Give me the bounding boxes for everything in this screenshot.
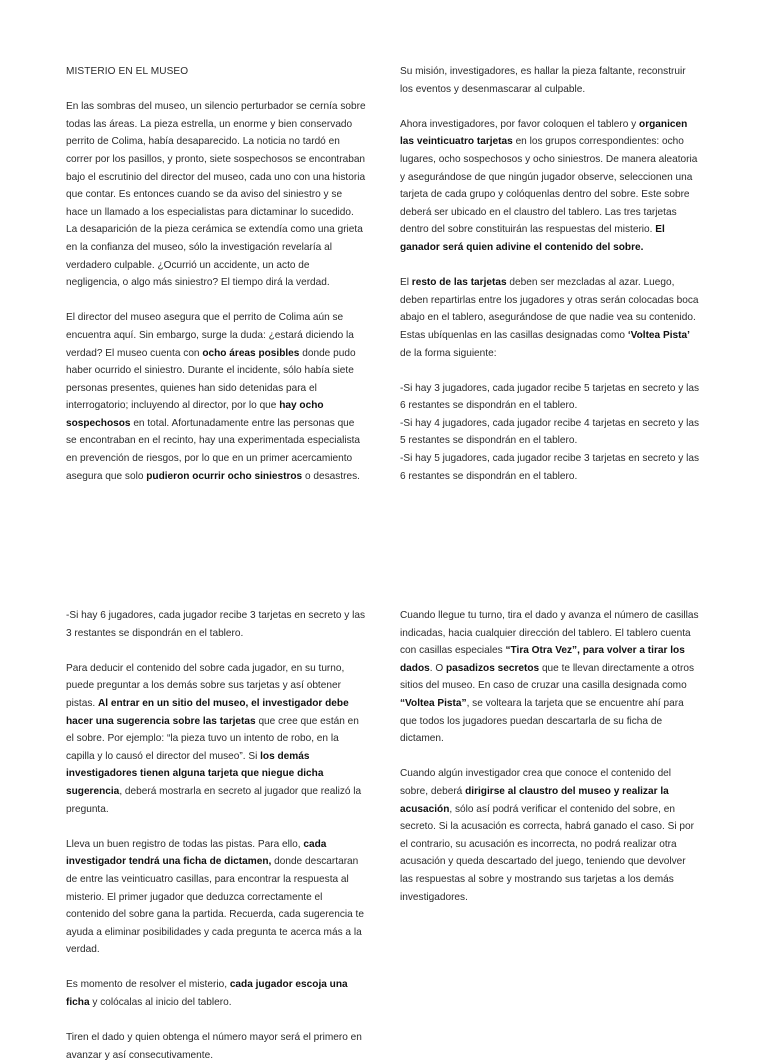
- text-run: Tiren el dado y quien obtenga el número mayor será el primero en avanzar y así consecutivamente.: [66, 1032, 362, 1061]
- paragraph: [66, 660, 366, 818]
- paragraph: [66, 309, 366, 485]
- text-run: Lleva un buen registro de todas las pistas. Para ello,: [66, 838, 304, 850]
- column-body: [66, 98, 366, 485]
- text-run: en los grupos correspondientes: ocho lugares, ocho sospechosos y ocho siniestros. De manera aleatoria y asegurándose de que ningún jugador observe, seleccionen una tarjeta de cada grupo y colóquenlas dentro del sobre. Este sobre deberá ser ubicado en el claustro del tablero. Las tres tarjetas dentro del sobre constituirán las respuestas del misterio.: [400, 136, 698, 236]
- text-run: Para deducir el contenido del sobre cada jugador, en su turno, puede preguntar a los demás sobre sus tarjetas y así obtener pistas.: [66, 662, 345, 709]
- text-run: El director del museo asegura que el perrito de Colima aún se encuentra aquí. Sin embargo, surge la duda: ¿estará diciendo la verdad? El museo cuenta con: [66, 312, 354, 359]
- bold-text: El ganador será quien adivine el contenido del sobre.: [400, 224, 665, 253]
- bold-text: “Voltea Pista”: [400, 697, 467, 709]
- column-body: [400, 63, 700, 485]
- text-run: . O: [429, 662, 446, 674]
- bold-text: los demás investigadores tienen alguna tarjeta que niegue dicha sugerencia: [66, 750, 324, 797]
- text-run: -Si hay 4 jugadores, cada jugador recibe 4 tarjetas en secreto y las 5 restantes se dispondrán en el tablero.: [400, 417, 700, 447]
- text-run: y colócalas al inicio del tablero.: [89, 997, 232, 1009]
- text-run: donde pudo haber ocurrido el siniestro. Durante el incidente, sólo había siete personas presentes, quienes han sido detenidas para el interrogatorio; incluyendo al director, por lo que: [66, 347, 356, 412]
- paragraph: [400, 116, 700, 257]
- bold-text: ‘Voltea Pista’: [627, 329, 690, 341]
- paragraph: [400, 274, 700, 362]
- text-run: donde descartaran de entre las veinticuatro casillas, para encontrar la respuesta al misterio. El primer jugador que deduzca correctamente el contenido del sobre gana la partida. Recuerda, cada sugerencia te ayuda a eliminar posibilidades y cada pregunta te acerca más a la verdad.: [66, 856, 364, 956]
- document-column-2: [400, 63, 700, 485]
- paragraph: [66, 607, 366, 642]
- text-run: de la forma siguiente:: [400, 347, 497, 359]
- document-column-1: [66, 63, 366, 485]
- paragraph: [66, 98, 366, 292]
- bold-text: ocho áreas posibles: [202, 347, 300, 359]
- text-run: Cuando llegue tu turno, tira el dado y avanza el número de casillas indicadas, hacia cualquier dirección del tablero. El tablero cuenta con casillas especiales: [400, 610, 699, 657]
- text-run: -Si hay 3 jugadores, cada jugador recibe 5 tarjetas en secreto y las 6 restantes se dispondrán en el tablero.: [400, 382, 700, 412]
- bold-text: “Tira Otra Vez”, para volver a tirar los dados: [400, 645, 685, 674]
- bold-text: pasadizos secretos: [446, 662, 540, 674]
- bold-text: dirigirse al claustro del museo y realizar la acusación: [400, 785, 669, 815]
- text-run: -Si hay 5 jugadores, cada jugador recibe 3 tarjetas en secreto y las 6 restantes se dispondrán en el tablero.: [400, 453, 700, 482]
- text-run: En las sombras del museo, un silencio perturbador se cernía sobre todas las áreas. La pieza estrella, un enorme y bien conservado perrito de Colima, había desaparecido. La noticia no tardó en correr por los pasillos, y pronto, siete sospechosos se encontraban bajo el escrutinio del director del museo, cada uno con una historia que contar. Es entonces cuando se da aviso del siniestro y se hace un llamado a los especialistas para dictaminar lo sucedido. La desaparición de la pieza cerámica se extendía como una grieta en la confianza del museo, sólo la investigación revelaría al verdadero culpable. ¿Ocurrió un accidente, un acto de negligencia, o algo más siniestro? El tiempo dirá la verdad.: [66, 101, 366, 289]
- paragraph: [66, 976, 366, 1011]
- bold-text: organicen las veinticuatro tarjetas: [400, 118, 688, 148]
- text-run: El: [400, 277, 412, 289]
- document-column-3: [66, 607, 366, 1064]
- text-run: Cuando algún investigador crea que conoce el contenido del sobre, deberá: [400, 768, 672, 797]
- paragraph: [66, 836, 366, 959]
- bold-text: hay ocho sospechosos: [66, 400, 324, 429]
- text-run: Es momento de resolver el misterio,: [66, 979, 230, 991]
- document-column-4: [400, 607, 700, 906]
- text-run: que cree que están en el sobre. Por ejemplo: “la pieza tuvo un intento de robo, en la capilla y lo causó el director del museo”. Si: [66, 715, 359, 762]
- bold-text: cada jugador escoja una ficha: [66, 979, 348, 1009]
- column-body: [400, 607, 700, 906]
- paragraph: [400, 63, 700, 98]
- bold-text: pudieron ocurrir ocho siniestros: [146, 470, 303, 482]
- text-run: deben ser mezcladas al azar. Luego, deben repartirlas entre los jugadores y otras serán colocadas boca abajo en el tablero, asegurándose de que nadie vea su contenido. Estas ubíquenlas en las casillas designadas como: [400, 277, 699, 341]
- bold-text: Al entrar en un sitio del museo, el investigador debe hacer una sugerencia sobre las tarjetas: [66, 697, 349, 727]
- paragraph: [400, 380, 700, 486]
- text-run: o desastres.: [302, 470, 360, 482]
- paragraph: [66, 1029, 366, 1064]
- text-run: -Si hay 6 jugadores, cada jugador recibe 3 tarjetas en secreto y las 3 restantes se dispondrán en el tablero.: [66, 610, 366, 639]
- document-title: MISTERIO EN EL MUSEO: [66, 66, 189, 77]
- text-run: , deberá mostrarla en secreto al jugador que realizó la pregunta.: [66, 785, 362, 815]
- text-run: , se volteara la tarjeta que se encuentre ahí para que todos los jugadores puedan descartarla de su ficha de dictamen.: [400, 697, 684, 745]
- bold-text: cada investigador tendrá una ficha de dictamen,: [66, 838, 327, 868]
- bold-text: resto de las tarjetas: [411, 277, 507, 289]
- text-run: Ahora investigadores, por favor coloquen el tablero y: [400, 118, 640, 130]
- paragraph: [400, 765, 700, 906]
- text-run: que te llevan directamente a otros sitios del museo. En caso de cruzar una casilla designada como: [400, 662, 695, 692]
- text-run: Su misión, investigadores, es hallar la pieza faltante, reconstruir los eventos y desenmascarar al culpable.: [400, 66, 686, 95]
- column-body: [66, 607, 366, 1064]
- paragraph: [400, 607, 700, 748]
- text-run: en total. Afortunadamente entre las personas que se encontraban en el recinto, hay una experimentada especialista en prevención de riesgos, por lo que en un primer acercamiento asegura que solo: [66, 417, 361, 482]
- text-run: , sólo así podrá verificar el contenido del sobre, en secreto. Si la acusación es correcta, habrá ganado el caso. Si por el contrario, su acusación es incorrecta, no podrá realizar otra acusación y queda descartado del juego, teniendo que devolver las respuestas al sobre y mostrando sus tarjetas a los demás investigadores.: [400, 803, 695, 903]
